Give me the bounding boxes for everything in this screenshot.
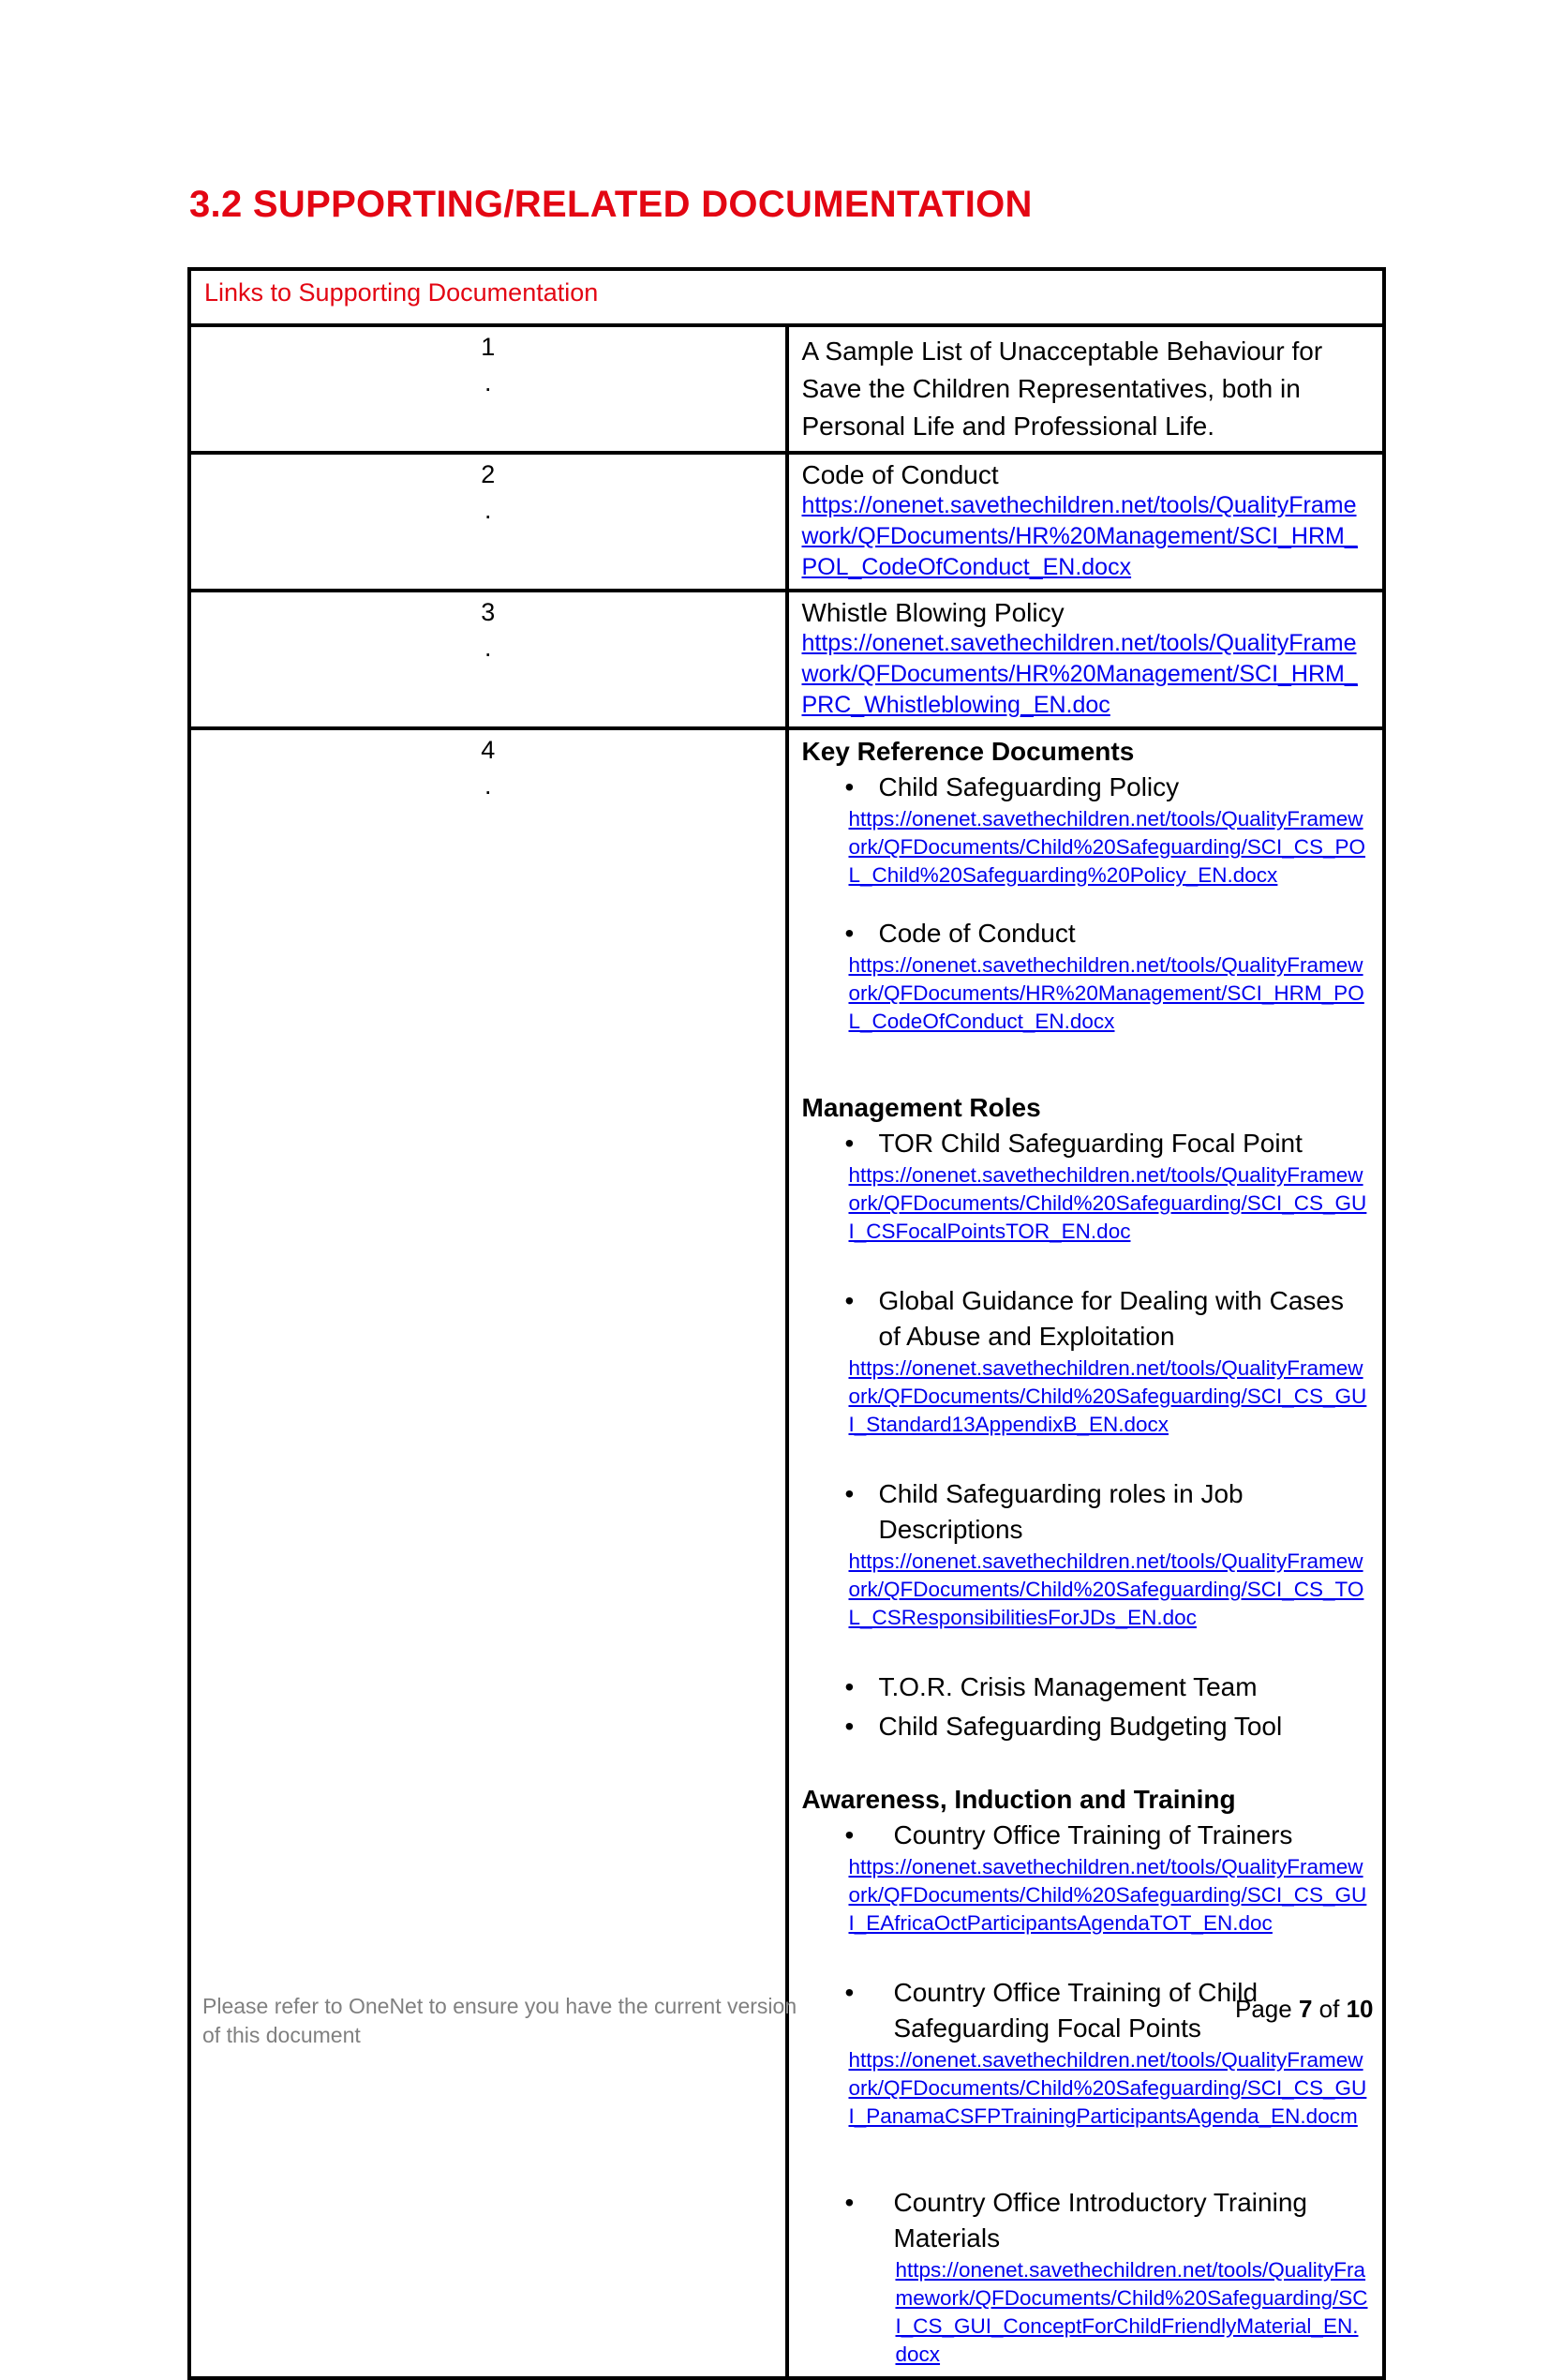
page-of: of xyxy=(1312,1995,1347,2023)
page-current: 7 xyxy=(1298,1995,1313,2023)
row-title: Whistle Blowing Policy xyxy=(801,598,1065,627)
document-link[interactable]: https://onenet.savethechildren.net/tools/QualityFramework/QFDocuments/Child%20Safeguarding/SCI_CS_TOL_CSResponsibilitiesForJDs_EN.doc xyxy=(848,1549,1364,1629)
list-item xyxy=(802,1818,1370,1853)
document-link[interactable]: https://onenet.savethechildren.net/tools/QualityFramework/QFDocuments/HR%20Management/SCI_HRM_POL_CodeOfConduct_EN.docx xyxy=(801,492,1358,580)
table-header: Links to Supporting Documentation xyxy=(189,269,1384,325)
row-number-text: 1 . xyxy=(481,333,496,397)
list-item xyxy=(802,1669,1370,1705)
section-title: Key Reference Documents xyxy=(801,737,1135,766)
row-number xyxy=(189,325,787,453)
table-row xyxy=(189,453,1384,591)
row-number-text: 4 . xyxy=(481,736,496,800)
row-title: Code of Conduct xyxy=(801,460,999,489)
list-item-label: • Country Office Introductory Training Materials xyxy=(893,2188,1307,2253)
row-content xyxy=(787,728,1385,2378)
list-item-label: • Child Safeguarding roles in Job Descriptions xyxy=(878,1479,1244,1544)
row-number-text: 3 . xyxy=(481,598,496,662)
table-row xyxy=(189,591,1384,728)
list-item xyxy=(802,770,1370,805)
footer-note: Please refer to OneNet to ensure you have the current version of this document xyxy=(202,1994,797,2047)
document-link[interactable]: https://onenet.savethechildren.net/tools/QualityFramework/QFDocuments/Child%20Safeguarding/SCI_CS_POL_Child%20Safeguarding%20Policy_EN.docx xyxy=(848,807,1366,887)
table-row xyxy=(189,325,1384,453)
list-item-label: • Country Office Training of Child Safeguarding Focal Points xyxy=(893,1978,1259,2043)
table-header-row xyxy=(189,269,1384,325)
row-content xyxy=(787,591,1385,728)
document-link[interactable]: https://onenet.savethechildren.net/tools/QualityFramework/QFDocuments/Child%20Safeguarding/SCI_CS_GUI_CSFocalPointsTOR_EN.doc xyxy=(848,1163,1367,1243)
section-title: Awareness, Induction and Training xyxy=(801,1785,1236,1814)
row-content xyxy=(787,325,1385,453)
list-item-label: • Country Office Training of Trainers xyxy=(893,1820,1293,1849)
page-total: 10 xyxy=(1346,1995,1374,2023)
row-number-text: 2 . xyxy=(481,460,496,524)
list-item xyxy=(802,916,1370,951)
page-prefix: Page xyxy=(1235,1995,1299,2023)
row-number xyxy=(189,591,787,728)
list-item-label: • Child Safeguarding Budgeting Tool xyxy=(878,1712,1283,1741)
list-item xyxy=(802,2185,1370,2256)
list-item xyxy=(802,1709,1370,1744)
list-item xyxy=(802,1126,1370,1161)
document-link[interactable]: https://onenet.savethechildren.net/tools/QualityFramework/QFDocuments/HR%20Management/SCI_HRM_POL_CodeOfConduct_EN.docx xyxy=(848,953,1364,1033)
document-link[interactable]: https://onenet.savethechildren.net/tools/QualityFramework/QFDocuments/Child%20Safeguarding/SCI_CS_GUI_PanamaCSFPTrainingParticipantsAgenda_EN.docm xyxy=(848,2048,1367,2128)
list-item-label: • Global Guidance for Dealing with Cases of Abuse and Exploitation xyxy=(878,1286,1344,1351)
row-number xyxy=(189,728,787,2378)
row-number xyxy=(189,453,787,591)
document-link[interactable]: https://onenet.savethechildren.net/tools/QualityFramework/QFDocuments/Child%20Safeguarding/SCI_CS_GUI_EAfricaOctParticipantsAgendaTOT_EN.doc xyxy=(848,1855,1367,1935)
row-title: A Sample List of Unacceptable Behaviour for Save the Children Representatives, both in Personal Life and Professional Life. xyxy=(801,337,1323,441)
section-heading: 3.2 SUPPORTING/RELATED DOCUMENTATION xyxy=(189,184,1033,225)
document-link[interactable]: https://onenet.savethechildren.net/tools/QualityFramework/QFDocuments/HR%20Management/SCI_HRM_PRC_Whistleblowing_EN.doc xyxy=(801,630,1358,718)
section-title: Management Roles xyxy=(801,1093,1041,1122)
document-link[interactable]: https://onenet.savethechildren.net/tools/QualityFramework/QFDocuments/Child%20Safeguarding/SCI_CS_GUI_ConceptForChildFriendlyMaterial_EN.docx xyxy=(895,2258,1368,2366)
list-item-label: • Code of Conduct xyxy=(878,919,1076,948)
list-item-label: • Child Safeguarding Policy xyxy=(878,772,1180,801)
page-number xyxy=(1235,1995,1373,2024)
list-item-label: • TOR Child Safeguarding Focal Point xyxy=(878,1129,1303,1158)
list-item xyxy=(802,1283,1370,1355)
document-link[interactable]: https://onenet.savethechildren.net/tools/QualityFramework/QFDocuments/Child%20Safeguarding/SCI_CS_GUI_Standard13AppendixB_EN.docx xyxy=(848,1356,1367,1436)
row-content xyxy=(787,453,1385,591)
table-row xyxy=(189,728,1384,2378)
supporting-docs-table xyxy=(187,267,1386,2380)
list-item xyxy=(802,1476,1370,1548)
list-item-label: • T.O.R. Crisis Management Team xyxy=(878,1672,1258,1701)
